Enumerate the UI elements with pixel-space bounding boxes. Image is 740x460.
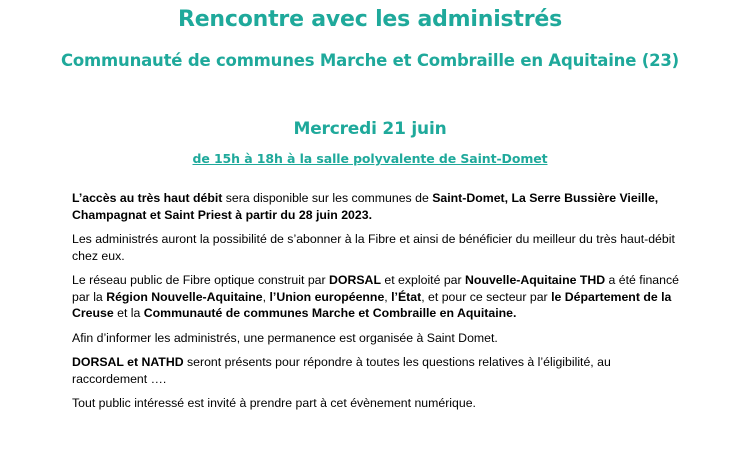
text: sera disponible sur les communes de: [222, 191, 433, 205]
text: Les administrés auront la possibilité de s’abonner à la Fibre et ainsi de bénéficier du meilleur du très haut-débit chez eux.: [72, 232, 675, 263]
text: et exploité par: [380, 273, 466, 287]
bold-text: DORSAL et NATHD: [72, 355, 184, 369]
page-subtitle: Communauté de communes Marche et Combraille en Aquitaine (23): [61, 51, 679, 70]
event-date: Mercredi 21 juin: [293, 119, 447, 139]
bold-text: Communauté de communes Marche et Combraille en Aquitaine.: [143, 306, 517, 320]
bold-text: L’accès au très haut débit: [72, 191, 223, 205]
text: Le réseau public de Fibre optique construit par: [72, 273, 330, 287]
page-title: Rencontre avec les administrés: [177, 7, 563, 32]
bold-text: Nouvelle-Aquitaine THD: [465, 273, 606, 287]
text: ,: [384, 289, 392, 304]
bold-text: Saint-Domet, La Serre Bussière Vieille, Champagnat et Saint Priest à partir du 28 juin 2023.: [72, 191, 659, 222]
paragraph-subscription: [72, 231, 680, 264]
paragraph-network: [72, 272, 680, 322]
text: ,: [262, 289, 270, 304]
announcement-body: [72, 190, 680, 420]
paragraph-info: [72, 330, 680, 347]
text: a été financé par la: [72, 273, 679, 304]
text: Tout public intéressé est invité à prendre part à cet évènement numérique.: [72, 396, 476, 410]
bold-text: DORSAL: [329, 273, 381, 287]
bold-text: Région Nouvelle-Aquitaine: [106, 289, 263, 304]
text: , et pour ce secteur par: [421, 289, 552, 304]
text: et la: [113, 306, 144, 320]
bold-text: l’Union européenne: [269, 289, 385, 304]
text: Afin d’informer les administrés, une permanence est organisée à Saint Domet.: [72, 330, 498, 345]
bold-text: l’État: [391, 289, 422, 304]
paragraph-access: [72, 190, 680, 223]
bold-text: le Département de la Creuse: [72, 289, 672, 320]
text: seront présents pour répondre à toutes les questions relatives à l’éligibilité, au raccordement ….: [72, 355, 611, 386]
event-time-place: de 15h à 18h à la salle polyvalente de Saint-Domet: [192, 151, 548, 166]
paragraph-presence: [72, 354, 680, 387]
paragraph-invite: [72, 395, 680, 412]
